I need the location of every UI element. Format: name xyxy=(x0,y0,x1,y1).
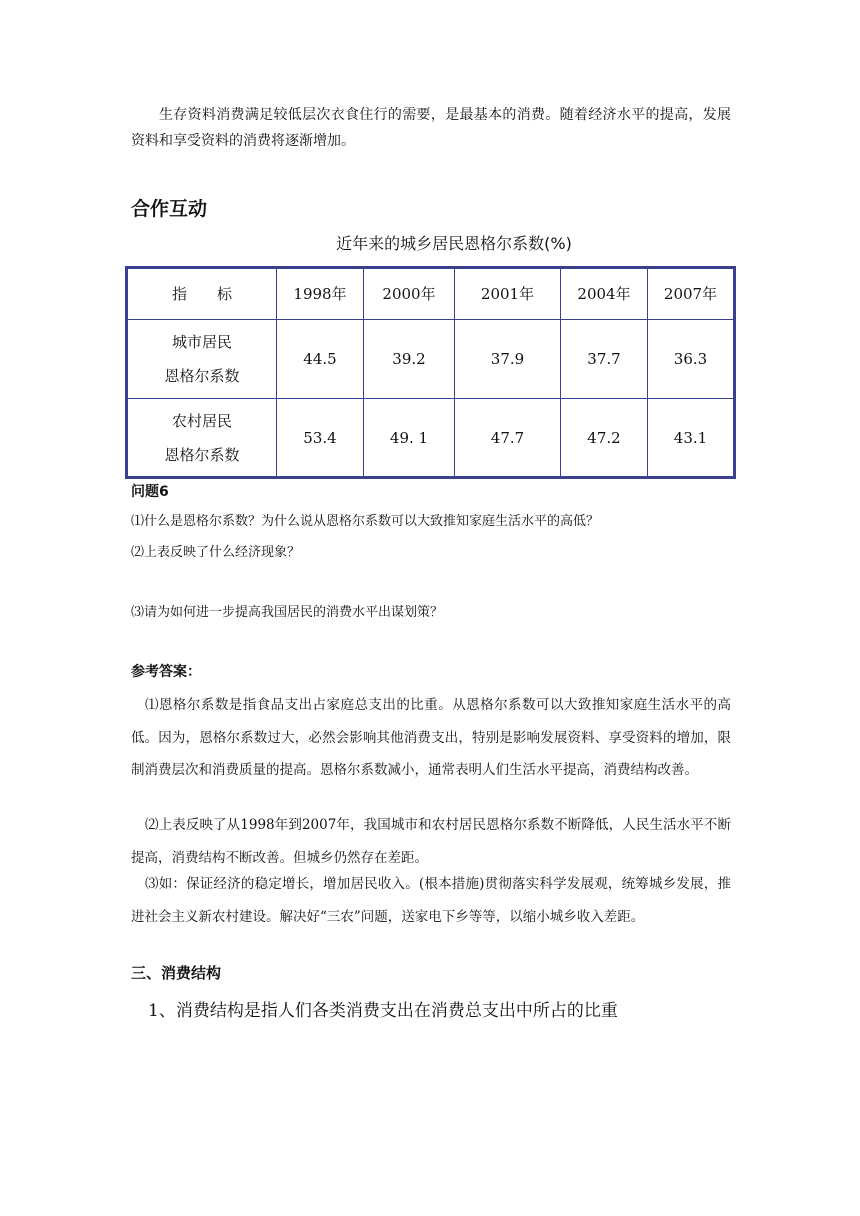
answer-item: ⑴恩格尔系数是指食品支出占家庭总支出的比重。从恩格尔系数可以大致推知家庭生活水平的高低。因为，恩格尔系数过大，必然会影响其他消费支出，特别是影响发展资料、享受资料的增加，限制消费层次和消费质量的提高。恩格尔系数减小，通常表明人们生活水平提高，消费结构改善。 xyxy=(131,697,731,778)
table-row-rural xyxy=(127,399,735,478)
answer-item: ⑶如：保证经济的稳定增长，增加居民收入。(根本措施)贯彻落实科学发展观，统筹城乡发展，推进社会主义新农村建设。解决好“三农”问题，送家电下乡等等，以缩小城乡收入差距。 xyxy=(131,876,731,925)
table-cell: 49. 1 xyxy=(364,399,455,478)
row-label-line1: 农村居民 xyxy=(171,411,232,430)
section3-line: 1、消费结构是指人们各类消费支出在消费总支出中所占的比重 xyxy=(148,1001,618,1021)
intro-paragraph: 生存资料消费满足较低层次衣食住行的需要，是最基本的消费。随着经济水平的提高，发展资料和享受资料的消费将逐渐增加。 xyxy=(131,107,731,149)
table-row-urban xyxy=(127,320,735,399)
table-cell: 37.7 xyxy=(561,320,648,399)
header-year: 2000年 xyxy=(364,268,455,320)
question-item: ⑶请为如何进一步提高我国居民的消费水平出谋划策？ xyxy=(131,605,444,620)
table-cell: 44.5 xyxy=(277,320,364,399)
table-cell: 47.7 xyxy=(455,399,561,478)
table-header-row xyxy=(127,268,735,320)
engel-coefficient-table xyxy=(125,266,736,479)
answer-item: ⑵上表反映了从1998年到2007年，我国城市和农村居民恩格尔系数不断降低，人民生活水平不断提高，消费结构不断改善。但城乡仍然存在差距。 xyxy=(131,817,731,866)
header-year: 2007年 xyxy=(648,268,735,320)
table-cell: 43.1 xyxy=(648,399,735,478)
row-label xyxy=(127,320,277,399)
table-cell: 53.4 xyxy=(277,399,364,478)
table-cell: 36.3 xyxy=(648,320,735,399)
row-label xyxy=(127,399,277,478)
row-label-line2: 恩格尔系数 xyxy=(164,445,240,464)
header-year: 1998年 xyxy=(277,268,364,320)
header-indicator: 指 标 xyxy=(127,268,277,320)
answers-title: 参考答案： xyxy=(131,664,201,680)
header-year: 2004年 xyxy=(561,268,648,320)
row-label-line1: 城市居民 xyxy=(171,333,232,351)
question-title: 问题6 xyxy=(131,484,169,500)
question-item: ⑴什么是恩格尔系数？为什么说从恩格尔系数可以大致推知家庭生活水平的高低？ xyxy=(131,514,600,529)
question-item: ⑵上表反映了什么经济现象？ xyxy=(131,545,301,560)
header-year: 2001年 xyxy=(455,268,561,320)
table-caption: 近年来的城乡居民恩格尔系数(%) xyxy=(336,234,572,253)
section3-title: 三、消费结构 xyxy=(131,964,222,982)
section-title: 合作互动 xyxy=(131,198,208,220)
table-cell: 39.2 xyxy=(364,320,455,399)
row-label-line2: 恩格尔系数 xyxy=(164,367,240,385)
table-cell: 47.2 xyxy=(561,399,648,478)
table-cell: 37.9 xyxy=(455,320,561,399)
